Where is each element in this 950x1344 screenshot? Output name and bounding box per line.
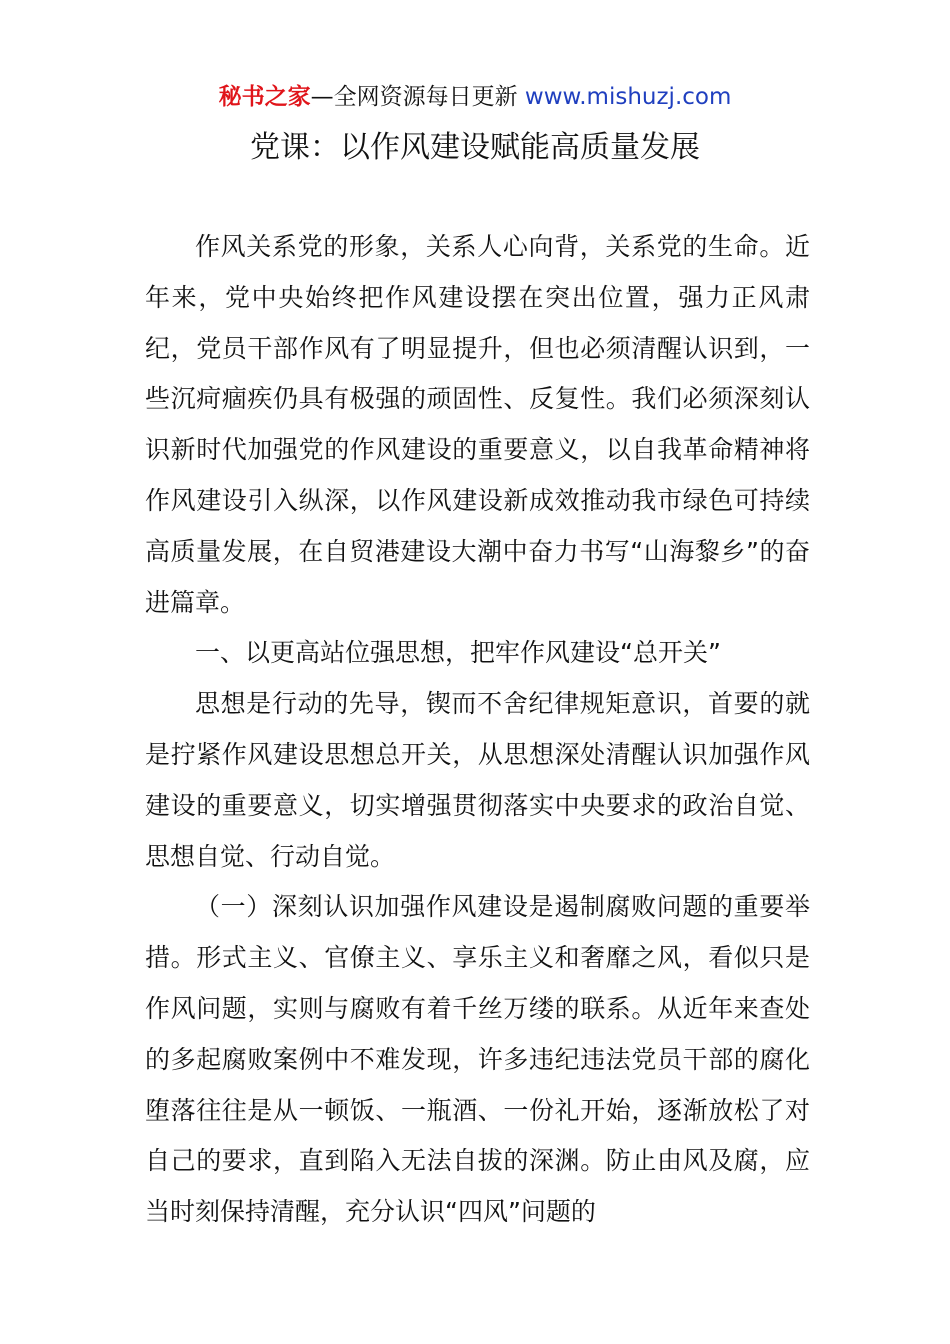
site-brand: 秘书之家 (218, 84, 311, 110)
paragraph-intro: 作风关系党的形象，关系人心向背，关系党的生命。近年来，党中央始终把作风建设摆在突出位置，强力正风肃纪，党员干部作风有了明显提升，但也必须清醒认识到，一些沉疴痼疾仍具有极强的顽固性、反复性。我们必须深刻认识新时代加强党的作风建设的重要意义，以自我革命精神将作风建设引入纵深，以作风建设新成效推动我市绿色可持续高质量发展，在自贸港建设大潮中奋力书写“山海黎乡”的奋进篇章。 (145, 232, 810, 617)
document-title: 党课：以作风建设赋能高质量发展 (250, 130, 700, 165)
site-url-link[interactable]: www.mishuzj.com (524, 84, 732, 110)
section-heading-1: 一、以更高站位强思想，把牢作风建设“总开关” (195, 638, 721, 668)
site-header (0, 80, 950, 114)
paragraph-subsection-1: （一）深刻认识加强作风建设是遏制腐败问题的重要举措。形式主义、官僚主义、享乐主义和奢靡之风，看似只是作风问题，实则与腐败有着千丝万缕的联系。从近年来查处的多起腐败案例中不难发现，许多违纪违法党员干部的腐化堕落往往是从一顿饭、一瓶酒、一份礼开始，逐渐放松了对自己的要求，直到陷入无法自拔的深渊。防止由风及腐，应当时刻保持清醒，充分认识“四风”问题的 (145, 892, 810, 1227)
site-tagline: —全网资源每日更新 (310, 84, 525, 110)
paragraph-section-1: 思想是行动的先导，锲而不舍纪律规矩意识，首要的就是拧紧作风建设思想总开关，从思想深处清醒认识加强作风建设的重要意义，切实增强贯彻落实中央要求的政治自觉、思想自觉、行动自觉。 (145, 689, 810, 871)
document-body (145, 222, 810, 1238)
